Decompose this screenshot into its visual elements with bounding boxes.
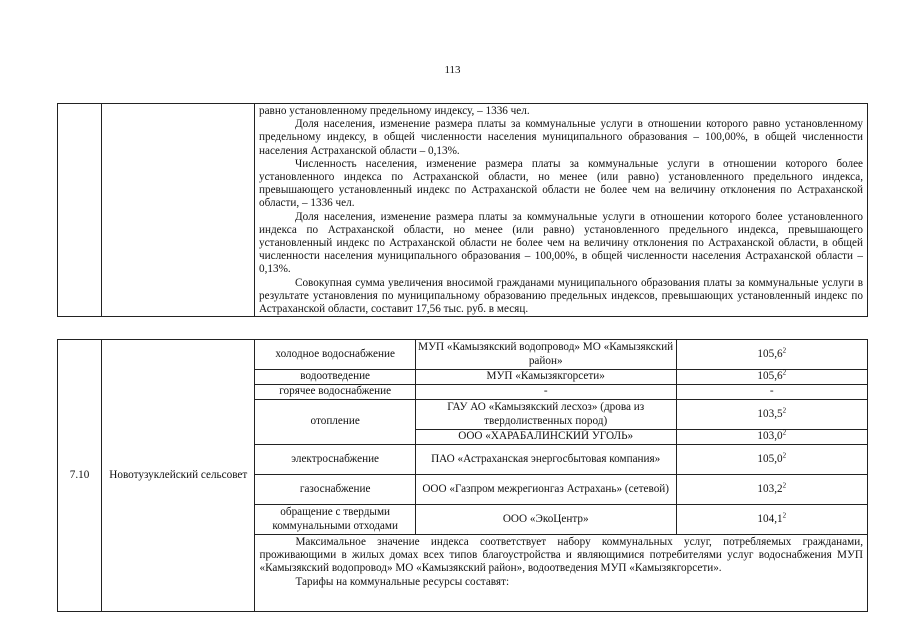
text-cell: [255, 535, 868, 612]
index-value: 103,5$^2$: [676, 400, 868, 430]
provider-name: ГАУ АО «Камызякский лесхоз» (дрова из твердолиственных пород): [415, 400, 676, 430]
index-value: 105,6$^2$: [676, 340, 868, 370]
service-name: холодное водоснабжение: [255, 340, 415, 370]
index-value: 103,0$^2$: [676, 430, 868, 445]
table-row: [58, 340, 868, 370]
entry-number: 7.10: [58, 340, 102, 612]
index-value: 105,6$^2$: [676, 370, 868, 385]
index-value: 105,0$^2$: [676, 445, 868, 475]
provider-name: -: [415, 385, 676, 400]
paragraph: Максимальное значение индекса соответствует набору коммунальных услуг, потребляемых гражданами, проживающими в жилых домах всех типов благоустройства и являющимися потребителями услуг водоснабжения МУП «Камызякский водопровод» МО «Камызякский район», водоотведения МУП «Камызякгорсети».: [259, 536, 863, 575]
index-value: 104,1$^2$: [676, 505, 868, 535]
paragraph: Тарифы на коммунальные ресурсы составят:: [295, 575, 510, 588]
number-cell-empty: [58, 104, 102, 317]
service-name: отопление: [255, 400, 415, 445]
index-value: 103,2$^2$: [676, 475, 868, 505]
provider-name: ООО «ХАРАБАЛИНСКИЙ УГОЛЬ»: [415, 430, 676, 445]
service-name: электроснабжение: [255, 445, 415, 475]
service-name: водоотведение: [255, 370, 415, 385]
text-cell: [255, 104, 868, 317]
index-value: -: [676, 385, 868, 400]
table-top-fragment: [57, 103, 868, 317]
provider-name: МУП «Камызякгорсети»: [415, 370, 676, 385]
provider-name: МУП «Камызякский водопровод» МО «Камызякский район»: [415, 340, 676, 370]
table-row: [58, 104, 868, 317]
paragraph: равно установленному предельному индексу, – 1336 чел.: [259, 105, 530, 117]
name-cell-empty: [102, 104, 255, 317]
service-name: горячее водоснабжение: [255, 385, 415, 400]
paragraph: Доля населения, изменение размера платы за коммунальные услуги в отношении которого равно установленному предельному индексу, в общей численности населения муниципального образования – 100,00%, в общей численности населения Астраханской области – 0,13%.: [259, 118, 863, 157]
paragraph: Численность населения, изменение размера платы за коммунальные услуги в отношении которого более установленного индекса по Астраханской области, но менее (или равно) установленного предельного индекса, превышающего установленный индекс по Астраханской области не более чем на величину отклонения по Астраханской области, – 1336 чел.: [259, 157, 863, 210]
provider-name: ПАО «Астраханская энергосбытовая компания»: [415, 445, 676, 475]
page-number: 113: [444, 64, 461, 76]
paragraph: Совокупная сумма увеличения вносимой гражданами муниципального образования платы за коммунальные услуги в результате установления по муниципальному образованию предельных индексов, превышающих установленный индекс по Астраханской области, составит 17,56 тыс. руб. в месяц.: [259, 276, 863, 316]
provider-name: ООО «Газпром межрегионгаз Астрахань» (сетевой): [415, 475, 676, 505]
service-name: обращение с твердыми коммунальными отходами: [255, 505, 415, 535]
service-name: газоснабжение: [255, 475, 415, 505]
services-table: [57, 339, 868, 612]
paragraph: Доля населения, изменение размера платы за коммунальные услуги в отношении которого более установленного индекса по Астраханской области, но менее (или равно) установленного предельного индекса, превышающего установленный индекс по Астраханской области не более чем на величину отклонения по Астраханской области, в общей численности населения муниципального образования – 100,00%, в общей численности населения Астраханской области – 0,13%.: [259, 210, 863, 276]
provider-name: ООО «ЭкоЦентр»: [415, 505, 676, 535]
entry-name: Новотузуклейский сельсовет: [102, 340, 255, 612]
